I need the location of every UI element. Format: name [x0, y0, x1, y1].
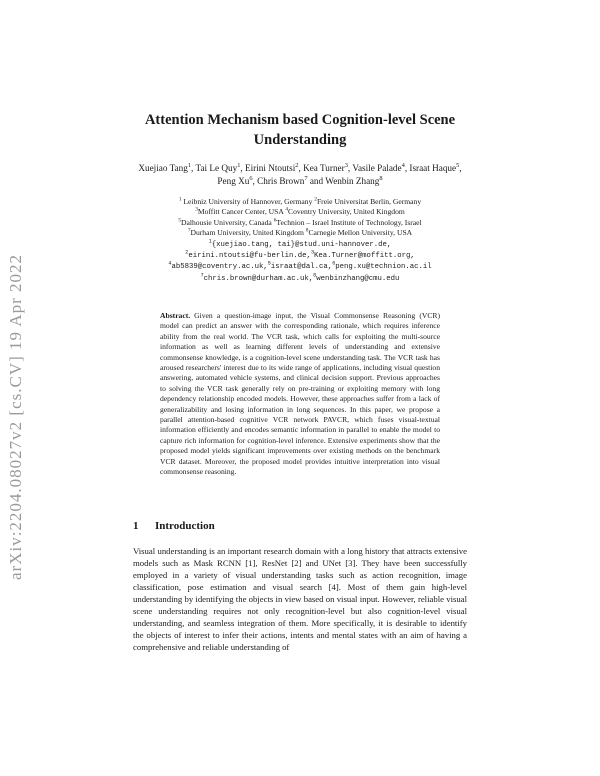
affiliation-line: $^1$ Leibniz University of Hannover, Germany $^2$Freie Universitat Berlin, Germany — [178, 196, 422, 206]
affiliation-line: $^7$chris.brown@durham.ac.uk,$^8$wenbinzhang@cmu.edu — [200, 272, 400, 283]
intro-paragraph: Visual understanding is an important research domain with a long history that attracts extensive models such as Mask RCNN [1], ResNet [2] and UNet [3]. They have been successfully employed in a variety of visual understanding tasks such as action recognition, image classification, pose estimation and visual search [4]. Most of them gain high-level understanding by identifying the objects in view based on visual input. However, reliable visual scene understanding requires not only recognition-level but also cognition-level visual understanding, and seamless integration of them. More specifically, it is desirable to identify the objects of interest to infer their actions, intents and mental states with an aim of having a comprehensive and reliable understanding of — [133, 546, 467, 652]
affiliation-line: $^1${xuejiao.tang, tai}@stud.uni-hannover.de, — [208, 238, 392, 249]
paper-title: Attention Mechanism based Cognition-level Scene Understanding — [144, 112, 456, 148]
affiliation-line: $^4$ab5839@coventry.ac.uk,$^5$israat@dal.ca,$^6$peng.xu@technion.ac.il — [168, 261, 432, 272]
affiliation-line: $^5$Dalhousie University, Canada $^6$Technion – Israel Institute of Technology, Israel — [178, 217, 422, 227]
section-title: Introduction — [155, 520, 215, 532]
abstract-text: Given a question-image input, the Visual Commonsense Reasoning (VCR) model can predict an answer with the corresponding rationale, which requires inference ability from the real world. The VCR task, which calls for exploiting the multi-source information as well as learning different levels of understanding and extensive commonsense knowledge, is a cognition-level scene understanding task. The VCR task has aroused researchers' interest due to its wide range of applications, including visual question answering, automated vehicle systems, and clinical decision support. Previous approaches to solving the VCR task generally rely on pre-training or exploiting memory with long dependency relationship encoded models. However, these approaches suffer from a lack of generalizability and losing information in long sequences. In this paper, we propose a parallel attention-based cognitive VCR network PAVCR, which fuses visual-textual information efficiently and encodes semantic information in parallel to enable the model to capture rich information for cognition-level inference. Extensive experiments show that the proposed model yields significant improvements over existing methods on the benchmark VCR dataset. Moreover, the proposed model provides intuitive interpretation into visual commonsense reasoning. — [160, 311, 440, 477]
abstract — [160, 311, 440, 478]
abstract-label: Abstract. — [160, 311, 191, 320]
affiliation-line: $^2$eirini.ntoutsi@fu-berlin.de,$^3$Kea.Turner@moffitt.org, — [185, 249, 415, 261]
affiliation-line: $^3$Moffitt Cancer Center, USA $^4$Coventry University, United Kingdom — [195, 206, 405, 217]
affiliation-line: $^7$Durham University, United Kingdom $^8$Carnegie Mellon University, USA — [187, 227, 413, 238]
author-list: Xuejiao Tang$^1$, Tai Le Quy$^1$, Eirini Ntoutsi$^2$, Kea Turner$^3$, Vasile Palade$^4$, Israat Haque$^5$, Peng Xu$^6$, Chris Brown$^7$ and Wenbin Zhang$^8$ — [138, 161, 462, 186]
affiliations — [120, 197, 480, 284]
section-number: 1 — [133, 520, 139, 532]
arxiv-identifier: arXiv:2204.08027v2 [cs.CV] 19 Apr 2022 — [6, 253, 25, 580]
section-heading — [133, 520, 215, 532]
